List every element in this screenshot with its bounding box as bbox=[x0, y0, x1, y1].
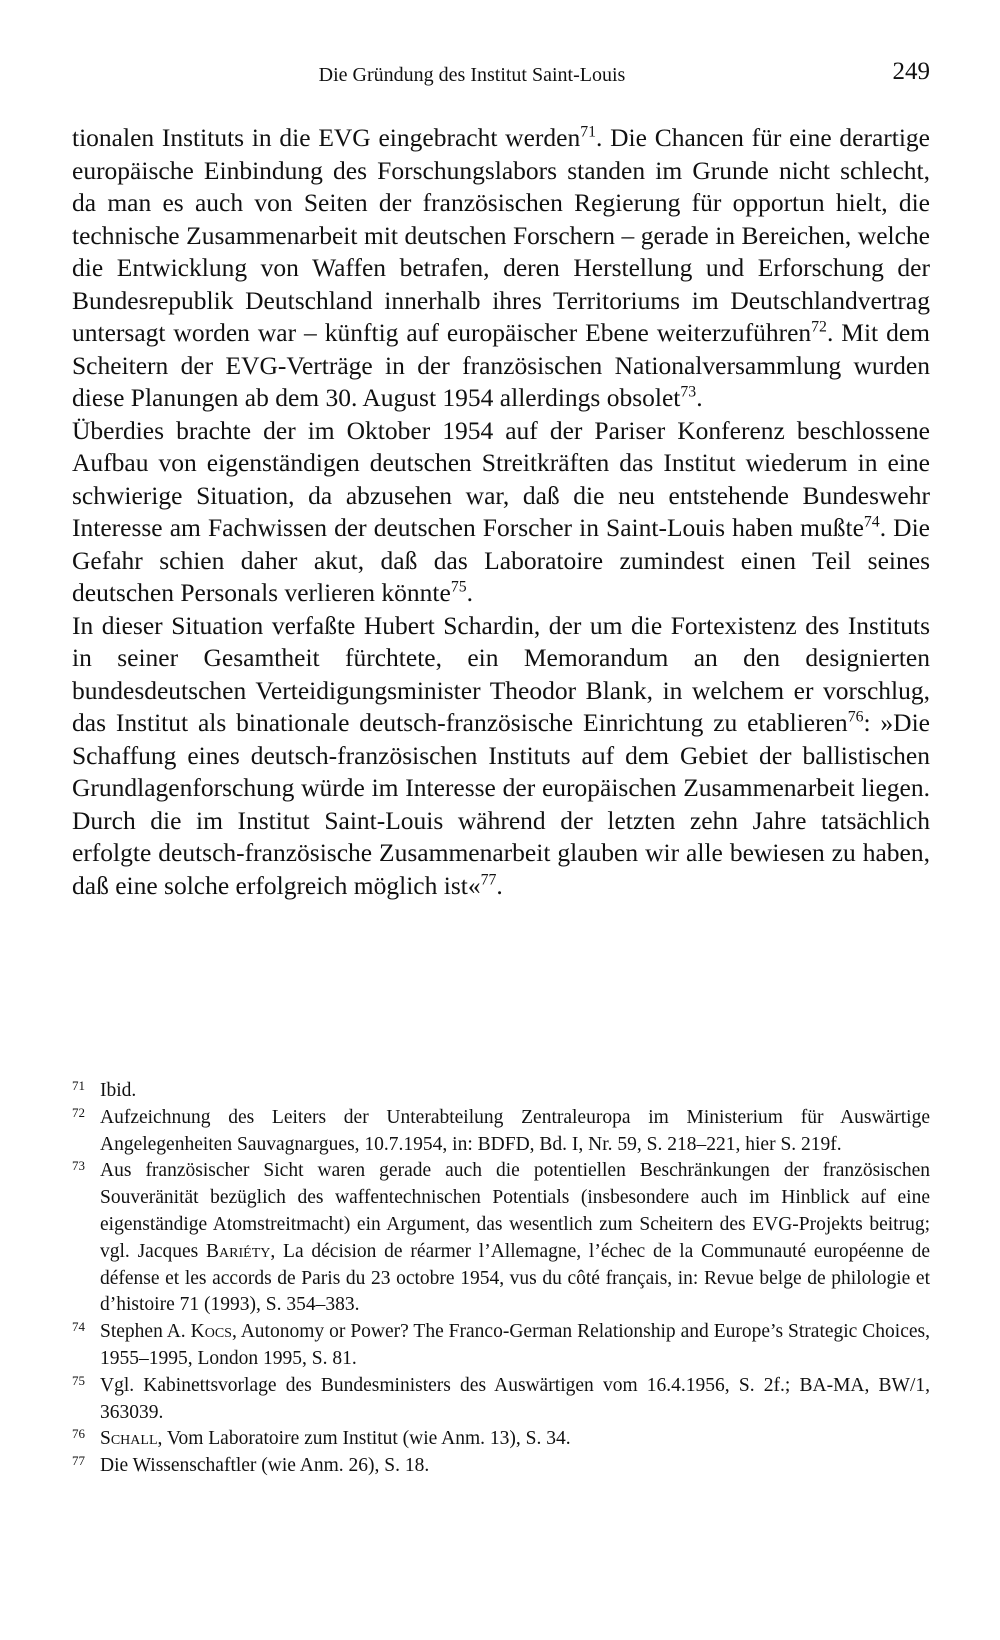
text-run: Aus französischer Sicht waren gerade auch die potentiellen Beschränkungen der französischen Souveränität bezüglich des waffentechnischen Potentials (insbesondere auch im Hinblick auf eine eigenständige Atomstreitmacht) ein Argument, das wesentlich zum Scheitern des EVG-Projekts beitrug; vgl. Jacques bbox=[100, 1160, 930, 1262]
running-title: Die Gründung des Institut Saint-Louis bbox=[318, 64, 626, 86]
footnote-number: 76 bbox=[72, 1426, 85, 1442]
page-header bbox=[72, 58, 930, 94]
footnote bbox=[72, 1105, 930, 1159]
footnote-text bbox=[100, 1453, 930, 1480]
footnote-reference: 71 bbox=[580, 123, 597, 141]
footnote bbox=[72, 1319, 930, 1373]
footnote-number: 73 bbox=[72, 1158, 85, 1174]
footnote-reference: 73 bbox=[680, 383, 697, 401]
footnote-text bbox=[100, 1319, 930, 1373]
text-run: , La décision de réarmer l’Allemagne, l’échec de la Communauté européenne de défense et les accords de Paris du 23 octobre 1954, vus du côté français, in: Revue belge de philologie et d’histoire 71 (1993), S. 354–383. bbox=[100, 1240, 930, 1316]
paragraph bbox=[72, 415, 930, 610]
body-text bbox=[72, 122, 930, 902]
text-run: . bbox=[466, 578, 474, 607]
author-name: Kocs bbox=[190, 1321, 232, 1343]
footnote-number: 71 bbox=[72, 1078, 85, 1093]
footnote bbox=[72, 1426, 930, 1453]
footnote-text bbox=[100, 1373, 930, 1427]
author-name: Bariéty bbox=[206, 1240, 271, 1262]
footnote-reference: 76 bbox=[847, 708, 864, 726]
paragraph bbox=[72, 122, 930, 415]
text-run: Überdies brachte der im Oktober 1954 auf der Pariser Konferenz beschlossene Aufbau von eigenständigen deutschen Streitkräften das Institut wiederum in eine schwierige Situation, da abzusehen war, daß die neu entstehende Bundeswehr Interesse am Fachwissen der deutschen Forscher in Saint-Louis haben mußte bbox=[72, 415, 930, 542]
footnote-reference: 75 bbox=[450, 578, 467, 596]
text-run: Vgl. Kabinettsvorlage des Bundesministers des Auswärtigen vom 16.4.1956, S. 2f.; BA-MA, BW/1, 363039. bbox=[100, 1374, 930, 1423]
footnote bbox=[72, 1078, 930, 1105]
text-run: , Autonomy or Power? The Franco-German Relationship and Europe’s Strategic Choices, 1955–1995, London 1995, S. 81. bbox=[100, 1321, 930, 1369]
footnote bbox=[72, 1453, 930, 1480]
footnote-number: 77 bbox=[72, 1453, 85, 1469]
footnote-reference: 74 bbox=[863, 513, 880, 531]
footnote-text bbox=[100, 1078, 930, 1105]
footnote-reference: 72 bbox=[811, 318, 827, 336]
text-run: In dieser Situation verfaßte Hubert Schardin, der um die Fortexistenz des Instituts in seiner Gesamtheit fürchtete, ein Memorandum an den designierten bundesdeutschen Verteidigungsminister Theodor Blank, in welchem er vorschlug, das Institut als binationale deutsch-französische Einrichtung zu etablieren bbox=[72, 610, 930, 737]
footnote bbox=[72, 1158, 930, 1319]
footnote-number: 75 bbox=[72, 1372, 85, 1388]
text-run: : »Die Schaffung eines deutsch-französischen Instituts auf dem Gebiet der ballistischen Grundlagenforschung würde im Interesse der europäischen Zusammenarbeit liegen. Durch die im Institut Saint-Louis während der letzten zehn Jahre tatsächlich erfolgte deutsch-französische Zusammenarbeit glauben wir alle bewiesen zu haben, daß eine solche erfolgreich möglich ist« bbox=[72, 708, 930, 900]
text-run: . Die Gefahr schien daher akut, daß das Laboratoire zumindest einen Teil seines deutschen Personals verlieren könnte bbox=[72, 513, 930, 607]
text-run: . bbox=[696, 383, 703, 412]
text-run: Aufzeichnung des Leiters der Unterabteilung Zentraleuropa im Ministerium für Auswärtige Angelegenheiten Sauvagnargues, 10.7.1954, in: BDFD, Bd. I, Nr. 59, S. 218–221, hier S. 219f. bbox=[100, 1106, 930, 1155]
footnote-number: 72 bbox=[72, 1104, 85, 1120]
footnote-number: 74 bbox=[72, 1319, 85, 1335]
text-run: , Vom Laboratoire zum Institut (wie Anm. 13), S. 34. bbox=[157, 1428, 571, 1450]
footnote-reference: 77 bbox=[480, 871, 497, 888]
footnote-text bbox=[100, 1426, 930, 1453]
footnote-text bbox=[100, 1158, 930, 1319]
author-name: Schall bbox=[100, 1428, 158, 1450]
text-run: tionalen Instituts in die EVG eingebracht werden bbox=[72, 123, 581, 152]
footnote-text bbox=[100, 1105, 930, 1159]
text-run: . Mit dem Scheitern der EVG-Verträge in der französischen Nationalversammlung wurden diese Planungen ab dem 30. August 1954 allerdings obsolet bbox=[72, 318, 930, 412]
text-run: Die Wissenschaftler (wie Anm. 26), S. 18. bbox=[100, 1455, 430, 1477]
footnotes bbox=[72, 1078, 930, 1480]
text-run: . bbox=[496, 870, 503, 900]
footnote bbox=[72, 1373, 930, 1427]
text-run: . Die Chancen für eine derartige europäische Einbindung des Forschungslabors standen im Grunde nicht schlecht, da man es auch von Seiten der französischen Regierung für opportun hielt, die technische Zusammenarbeit mit deutschen Forschern – gerade in Bereichen, welche die Entwicklung von Waffen betrafen, deren Herstellung und Erforschung der Bundesrepublik Deutschland innerhalb ihres Territoriums im Deutschlandvertrag untersagt worden war – künftig auf europäischer Ebene weiterzuführen bbox=[72, 123, 930, 347]
paragraph bbox=[72, 610, 930, 903]
page-number: 249 bbox=[892, 58, 930, 85]
text-run: Ibid. bbox=[100, 1080, 137, 1101]
text-run: Stephen A. bbox=[100, 1321, 191, 1343]
